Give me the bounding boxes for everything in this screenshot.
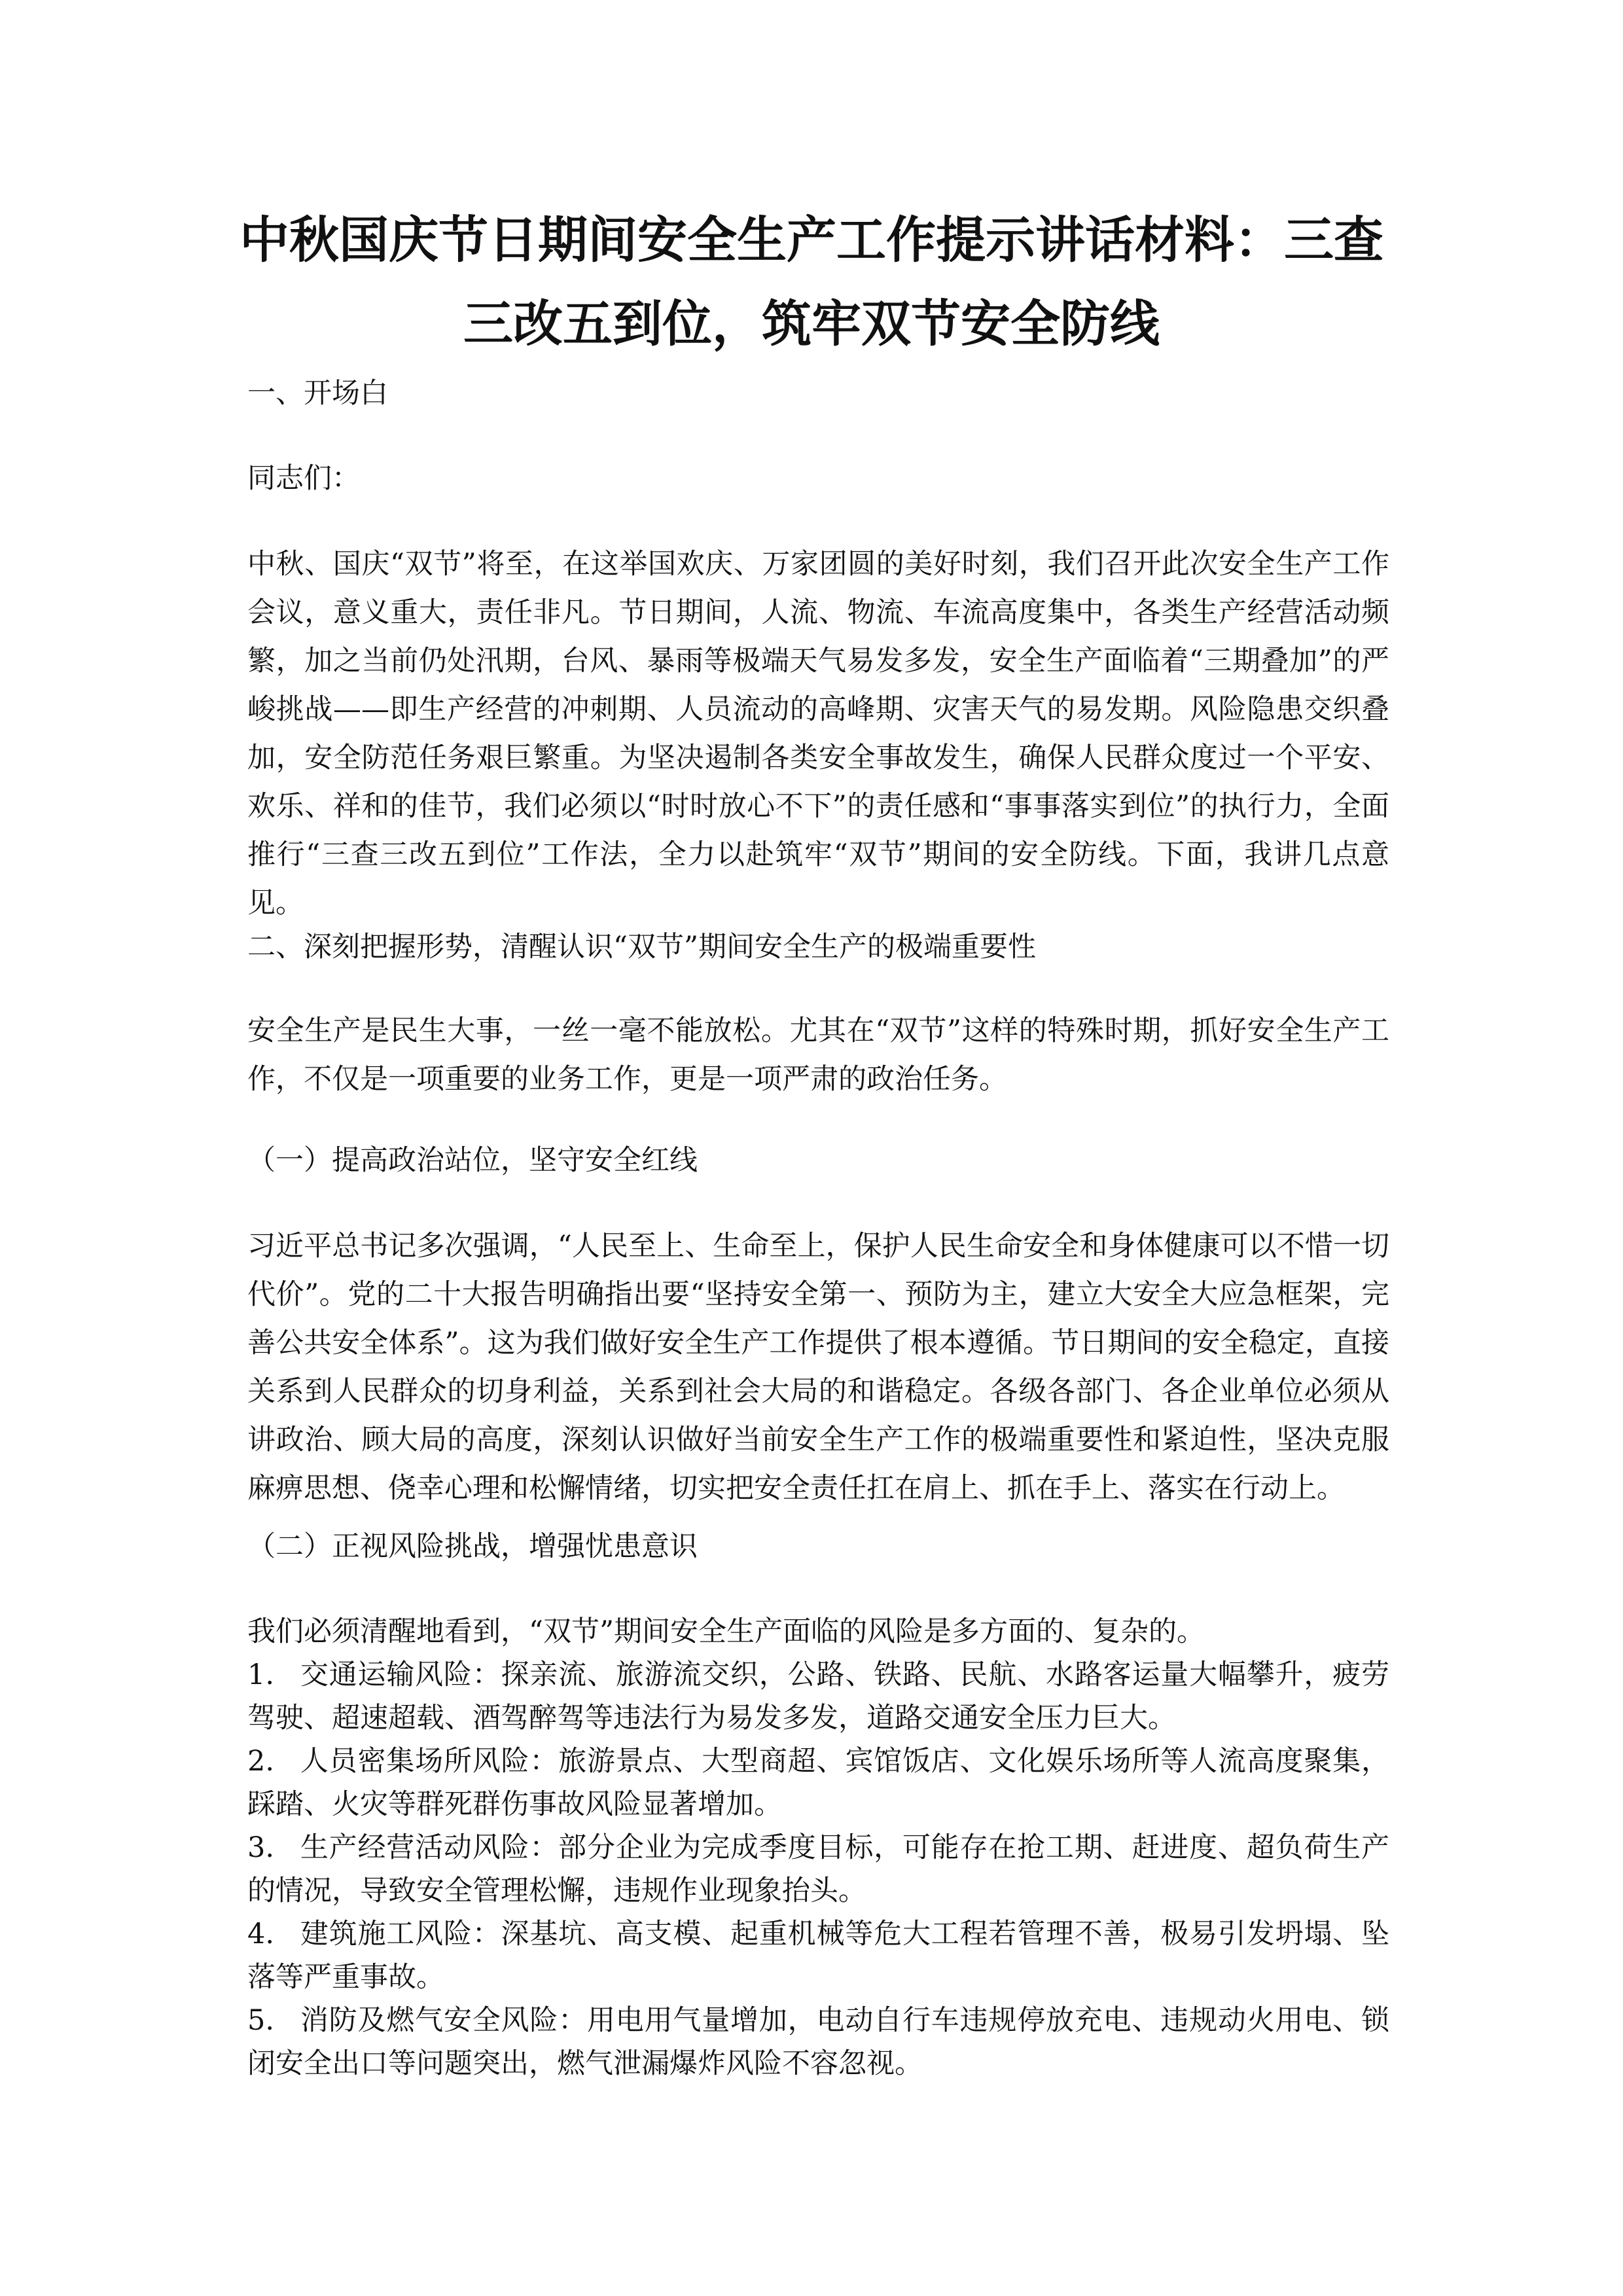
list-item (247, 1826, 1389, 1912)
list-item (247, 1740, 1389, 1826)
document-title (196, 198, 1427, 366)
list-text: 消防及燃气安全风险：用电用气量增加，电动自行车违规停放充电、违规动火用电、锁闭安全出口等问题突出，燃气泄漏爆炸风险不容忽视。 (247, 2004, 1389, 2080)
list-item (247, 1653, 1389, 1740)
section-heading-opening: 一、开场白 (247, 377, 388, 410)
political-stance-paragraph: 习近平总书记多次强调，“人民至上、生命至上，保护人民生命安全和身体健康可以不惜一切代价”。党的二十大报告明确指出要“坚持安全第一、预防为主，建立大安全大应急框架，完善公共安全体系”。这为我们做好安全生产工作提供了根本遵循。节日期间的安全稳定，直接关系到人民群众的切身利益，关系到社会大局的和谐稳定。各级各部门、各企业单位必须从讲政治、顾大局的高度，深刻认识做好当前安全生产工作的极端重要性和紧迫性，坚决克服麻痹思想、侥幸心理和松懈情绪，切实把安全责任扛在肩上、抓在手上、落实在行动上。 (247, 1230, 1389, 1505)
list-number: 4. (247, 1918, 275, 1950)
list-number: 1. (247, 1659, 275, 1691)
intro-paragraph: 中秋、国庆“双节”将至，在这举国欢庆、万家团圆的美好时刻，我们召开此次安全生产工作会议，意义重大，责任非凡。节日期间，人流、物流、车流高度集中，各类生产经营活动频繁，加之当前仍处汛期，台风、暴雨等极端天气易发多发，安全生产面临着“三期叠加”的严峻挑战——即生产经营的冲刺期、人员流动的高峰期、灾害天气的易发期。风险隐患交织叠加，安全防范任务艰巨繁重。为坚决遏制各类安全事故发生，确保人民群众度过一个平安、欢乐、祥和的佳节，我们必须以“时时放心不下”的责任感和“事事落实到位”的执行力，全面推行“三查三改五到位”工作法，全力以赴筑牢“双节”期间的安全防线。下面，我讲几点意见。 (247, 548, 1389, 920)
list-number: 5. (247, 2004, 275, 2037)
risk-list (247, 1610, 1389, 2085)
risk-intro: 我们必须清醒地看到，“双节”期间安全生产面临的风险是多方面的、复杂的。 (247, 1615, 1205, 1648)
situation-paragraph: 安全生产是民生大事，一丝一毫不能放松。尤其在“双节”这样的特殊时期，抓好安全生产工作，不仅是一项重要的业务工作，更是一项严肃的政治任务。 (247, 1014, 1389, 1096)
list-number: 3. (247, 1831, 275, 1864)
list-number: 2. (247, 1745, 275, 1778)
salutation: 同志们： (247, 462, 360, 495)
list-text: 建筑施工风险：深基坑、高支模、起重机械等危大工程若管理不善，极易引发坍塌、坠落等严重事故。 (247, 1918, 1389, 1994)
list-text: 交通运输风险：探亲流、旅游流交织，公路、铁路、民航、水路客运量大幅攀升，疲劳驾驶、超速超载、酒驾醉驾等违法行为易发多发，道路交通安全压力巨大。 (247, 1659, 1389, 1734)
subheading-political-stance: （一）提高政治站位，坚守安全红线 (247, 1144, 698, 1177)
title-line-1: 中秋国庆节日期间安全生产工作提示讲话材料：三查 (240, 211, 1383, 269)
title-line-2: 三改五到位，筑牢双节安全防线 (463, 295, 1160, 353)
list-text: 生产经营活动风险：部分企业为完成季度目标，可能存在抢工期、赶进度、超负荷生产的情况，导致安全管理松懈，违规作业现象抬头。 (247, 1831, 1389, 1907)
list-text: 人员密集场所风险：旅游景点、大型商超、宾馆饭店、文化娱乐场所等人流高度聚集，踩踏、火灾等群死群伤事故风险显著增加。 (247, 1745, 1389, 1821)
list-item (247, 1912, 1389, 1999)
subheading-risk-challenges: （二）正视风险挑战，增强忧患意识 (247, 1530, 698, 1563)
section-heading-situation: 二、深刻把握形势，清醒认识“双节”期间安全生产的极端重要性 (247, 931, 1036, 963)
list-item (247, 1999, 1389, 2085)
